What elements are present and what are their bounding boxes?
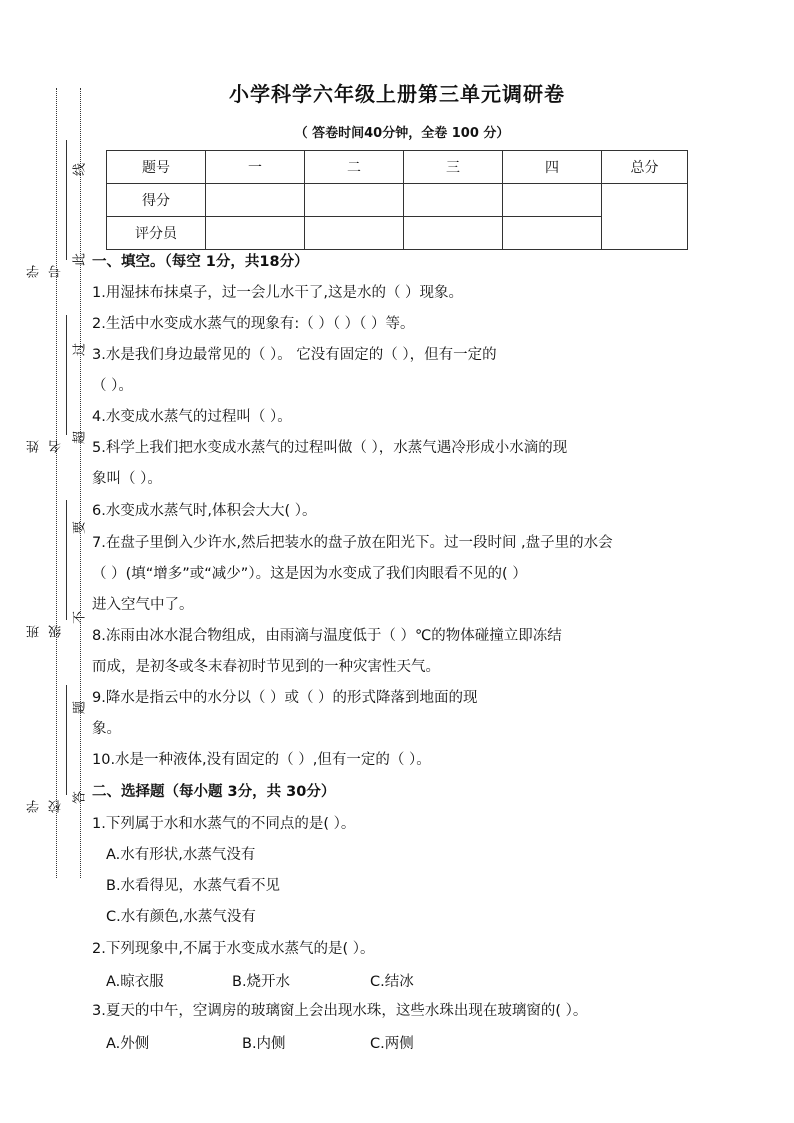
field-label: 学校 bbox=[27, 800, 64, 813]
total-score-cell bbox=[602, 184, 688, 250]
score-cell bbox=[503, 184, 602, 217]
seal-char: 过 bbox=[72, 343, 88, 357]
grader-cell bbox=[503, 217, 602, 250]
binding-sidebar bbox=[0, 0, 100, 1123]
field-blank-line bbox=[66, 315, 67, 435]
grader-cell bbox=[305, 217, 404, 250]
question-line: 5.科学上我们把水变成水蒸气的过程叫做（ ），水蒸气遇冷形成小水滴的现 bbox=[92, 440, 568, 456]
question-line: 象。 bbox=[92, 721, 121, 737]
dotted-line-outer bbox=[56, 88, 57, 878]
page-title: 小学科学六年级上册第三单元调研卷 bbox=[229, 82, 565, 106]
field-label: 姓名 bbox=[27, 440, 64, 453]
field-label: 学号 bbox=[27, 265, 64, 278]
section-heading-fill: 一、填空。（每空 1分，共18分） bbox=[92, 254, 309, 270]
table-row bbox=[107, 151, 688, 184]
grader-cell bbox=[404, 217, 503, 250]
question-line: （ ）。 bbox=[92, 378, 133, 394]
table-row-label: 得分 bbox=[107, 184, 206, 217]
score-cell bbox=[305, 184, 404, 217]
question-line: 3.夏天的中午，空调房的玻璃窗上会出现水珠，这些水珠出现在玻璃窗的( ）。 bbox=[92, 1003, 588, 1019]
seal-char: 线 bbox=[72, 163, 88, 177]
grader-cell bbox=[206, 217, 305, 250]
question-line: 进入空气中了。 bbox=[92, 597, 194, 613]
option-a: A.外侧 bbox=[106, 1036, 150, 1052]
seal-char: 不 bbox=[72, 611, 88, 625]
seal-char: 此 bbox=[72, 253, 88, 267]
question-line: 1.下列属于水和水蒸气的不同点的是( ）。 bbox=[92, 816, 356, 832]
table-header-cell: 总分 bbox=[602, 151, 688, 184]
score-cell bbox=[206, 184, 305, 217]
question-line: 2.下列现象中,不属于水变成水蒸气的是( ）。 bbox=[92, 941, 375, 957]
question-line: 2.生活中水变成水蒸气的现象有:（ ）（ ）（ ）等。 bbox=[92, 316, 415, 332]
table-header-cell: 二 bbox=[305, 151, 404, 184]
question-line: 1.用湿抹布抹桌子，过一会儿水干了,这是水的（ ）现象。 bbox=[92, 285, 464, 301]
seal-char: 题 bbox=[72, 701, 88, 715]
option-c: C.两侧 bbox=[370, 1036, 414, 1052]
question-line: 象叫（ ）。 bbox=[92, 471, 162, 487]
table-row bbox=[107, 217, 688, 250]
table-row-label: 评分员 bbox=[107, 217, 206, 250]
option-b: B.烧开水 bbox=[232, 974, 291, 990]
question-line: 而成，是初冬或冬末春初时节见到的一种灾害性天气。 bbox=[92, 659, 440, 675]
score-cell bbox=[404, 184, 503, 217]
option-a: A.晾衣服 bbox=[106, 974, 164, 990]
field-blank-line bbox=[66, 500, 67, 620]
table-header-cell: 三 bbox=[404, 151, 503, 184]
field-blank-line bbox=[66, 685, 67, 795]
question-line: 8.冻雨由冰水混合物组成，由雨滴与温度低于（ ）℃的物体碰撞立即冻结 bbox=[92, 628, 562, 644]
option-b: B.内侧 bbox=[242, 1036, 286, 1052]
question-line: 6.水变成水蒸气时,体积会大大( ）。 bbox=[92, 503, 317, 519]
section-heading-choice: 二、选择题（每小题 3分，共 30分） bbox=[92, 784, 336, 800]
field-label: 班级 bbox=[27, 625, 64, 638]
option-line: A.水有形状,水蒸气没有 bbox=[106, 847, 256, 863]
question-line: 4.水变成水蒸气的过程叫（ ）。 bbox=[92, 409, 292, 425]
dotted-line-inner bbox=[80, 88, 81, 878]
field-blank-line bbox=[66, 140, 67, 260]
table-header-cell: 题号 bbox=[107, 151, 206, 184]
seal-char: 要 bbox=[72, 521, 88, 535]
question-line: 10.水是一种液体,没有固定的（ ）,但有一定的（ ）。 bbox=[92, 752, 431, 768]
exam-info: （ 答卷时间40分钟，全卷 100 分） bbox=[294, 126, 510, 141]
question-line: 7.在盘子里倒入少许水,然后把装水的盘子放在阳光下。过一段时间 ,盘子里的水会 bbox=[92, 535, 613, 551]
question-line: 3.水是我们身边最常见的（ ）。 它没有固定的（ ），但有一定的 bbox=[92, 347, 497, 363]
option-c: C.结冰 bbox=[370, 974, 414, 990]
question-line: （ ）(填“增多”或“减少”）。这是因为水变成了我们肉眼看不见的( ） bbox=[92, 566, 527, 582]
option-line: C.水有颜色,水蒸气没有 bbox=[106, 909, 256, 925]
seal-char: 答 bbox=[72, 791, 88, 805]
seal-char: 超 bbox=[72, 431, 88, 445]
score-table bbox=[106, 150, 688, 250]
table-header-cell: 四 bbox=[503, 151, 602, 184]
table-header-cell: 一 bbox=[206, 151, 305, 184]
table-row bbox=[107, 184, 688, 217]
question-line: 9.降水是指云中的水分以（ ）或（ ）的形式降落到地面的现 bbox=[92, 690, 478, 706]
option-line: B.水看得见，水蒸气看不见 bbox=[106, 878, 281, 894]
